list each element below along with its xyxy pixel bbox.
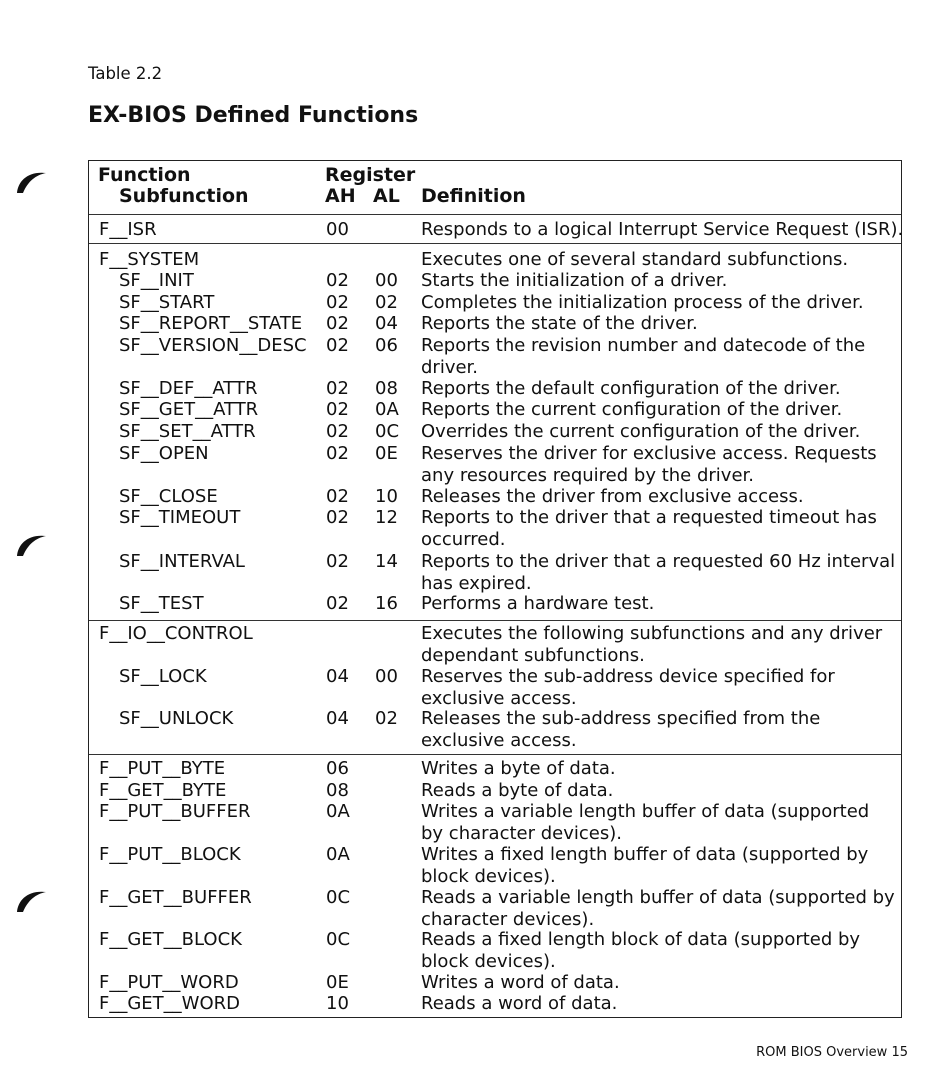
register-al: 0A — [375, 399, 399, 420]
definition-text: Releases the sub-address specified from the — [421, 708, 821, 729]
register-al: 06 — [375, 335, 398, 356]
register-ah: 04 — [326, 666, 349, 687]
definition-text: Reads a word of data. — [421, 993, 618, 1014]
header-al: AL — [373, 185, 400, 207]
function-name: F__GET__BYTE — [99, 780, 227, 801]
function-name: SF__INTERVAL — [119, 551, 245, 572]
definition-text: Reads a variable length buffer of data (supported by — [421, 887, 895, 908]
definition-text: Starts the initialization of a driver. — [421, 270, 728, 291]
function-name: F__PUT__BYTE — [99, 758, 226, 779]
definition-text: Releases the driver from exclusive access. — [421, 486, 804, 507]
definition-text: Responds to a logical Interrupt Service Request (ISR). — [421, 219, 904, 240]
definition-text: by character devices). — [421, 822, 622, 844]
page-title: EX-BIOS Defined Functions — [88, 103, 419, 128]
function-name: F__PUT__BLOCK — [99, 844, 241, 865]
function-name: SF__OPEN — [119, 443, 209, 464]
register-al: 14 — [375, 551, 398, 572]
definition-text: block devices). — [421, 950, 556, 972]
register-ah: 02 — [326, 313, 349, 334]
register-ah: 02 — [326, 378, 349, 399]
definition-text: Completes the initialization process of the driver. — [421, 292, 864, 313]
register-al: 16 — [375, 593, 398, 614]
functions-table — [88, 160, 902, 1018]
definition-text: block devices). — [421, 865, 556, 887]
definition-text: Reports to the driver that a requested 60 Hz interval — [421, 551, 896, 572]
definition-text: Reserves the sub-address device specified for — [421, 666, 835, 687]
function-name: SF__DEF__ATTR — [119, 378, 258, 399]
register-ah: 02 — [326, 399, 349, 420]
function-name: F__SYSTEM — [99, 249, 200, 270]
header-divider — [89, 214, 901, 215]
register-al: 02 — [375, 292, 398, 313]
register-al: 0E — [375, 443, 398, 464]
definition-text: Overrides the current configuration of the driver. — [421, 421, 861, 442]
definition-text: Writes a variable length buffer of data (supported — [421, 801, 870, 822]
function-name: F__PUT__BUFFER — [99, 801, 251, 822]
register-ah: 04 — [326, 708, 349, 729]
definition-text: Executes the following subfunctions and any driver — [421, 623, 883, 644]
register-ah: 00 — [326, 219, 349, 240]
register-al: 04 — [375, 313, 398, 334]
function-name: SF__VERSION__DESC — [119, 335, 307, 356]
header-ah: AH — [325, 185, 356, 207]
register-ah: 0C — [326, 887, 351, 908]
header-function: Function — [98, 164, 191, 186]
register-al: 12 — [375, 507, 398, 528]
register-ah: 0E — [326, 972, 349, 993]
register-ah: 02 — [326, 292, 349, 313]
function-name: SF__INIT — [119, 270, 194, 291]
register-al: 10 — [375, 486, 398, 507]
definition-text: driver. — [421, 356, 479, 378]
definition-text: occurred. — [421, 528, 506, 550]
definition-text: Reads a byte of data. — [421, 780, 614, 801]
register-ah: 02 — [326, 593, 349, 614]
function-name: SF__TIMEOUT — [119, 507, 241, 528]
definition-text: Reserves the driver for exclusive access. Requests — [421, 443, 877, 464]
definition-text: Writes a fixed length buffer of data (supported by — [421, 844, 869, 865]
function-name: F__ISR — [99, 219, 157, 240]
register-ah: 02 — [326, 507, 349, 528]
function-name: F__GET__BUFFER — [99, 887, 252, 908]
function-name: F__GET__BLOCK — [99, 929, 242, 950]
group-divider — [89, 243, 901, 244]
register-ah: 06 — [326, 758, 349, 779]
definition-text: Performs a hardware test. — [421, 593, 655, 614]
register-ah: 08 — [326, 780, 349, 801]
page-caption: Table 2.2 — [88, 64, 163, 83]
function-name: SF__LOCK — [119, 666, 207, 687]
function-name: SF__GET__ATTR — [119, 399, 259, 420]
definition-text: Writes a word of data. — [421, 972, 620, 993]
definition-text: Reports the current configuration of the driver. — [421, 399, 843, 420]
function-name: SF__REPORT__STATE — [119, 313, 303, 334]
definition-text: Reads a fixed length block of data (supported by — [421, 929, 861, 950]
binder-mark-icon — [14, 526, 48, 560]
header-definition: Definition — [421, 185, 526, 207]
function-name: F__PUT__WORD — [99, 972, 239, 993]
register-al: 00 — [375, 666, 398, 687]
definition-text: exclusive access. — [421, 687, 577, 709]
register-ah: 0C — [326, 929, 351, 950]
definition-text: character devices). — [421, 908, 595, 930]
definition-text: has expired. — [421, 572, 532, 594]
register-al: 02 — [375, 708, 398, 729]
function-name: F__GET__WORD — [99, 993, 241, 1014]
definition-text: exclusive access. — [421, 729, 577, 751]
page-footer: ROM BIOS Overview 15 — [756, 1045, 908, 1060]
function-name: SF__START — [119, 292, 215, 313]
function-name: SF__CLOSE — [119, 486, 218, 507]
definition-text: Reports the revision number and datecode of the — [421, 335, 866, 356]
register-ah: 02 — [326, 443, 349, 464]
register-al: 00 — [375, 270, 398, 291]
definition-text: Executes one of several standard subfunctions. — [421, 249, 849, 270]
register-ah: 10 — [326, 993, 349, 1014]
definition-text: any resources required by the driver. — [421, 464, 754, 486]
definition-text: Writes a byte of data. — [421, 758, 616, 779]
register-al: 0C — [375, 421, 400, 442]
binder-mark-icon — [14, 163, 48, 197]
definition-text: Reports to the driver that a requested timeout has — [421, 507, 877, 528]
function-name: SF__TEST — [119, 593, 204, 614]
function-name: SF__UNLOCK — [119, 708, 234, 729]
group-divider — [89, 754, 901, 755]
register-ah: 0A — [326, 801, 350, 822]
register-al: 08 — [375, 378, 398, 399]
register-ah: 02 — [326, 335, 349, 356]
register-ah: 02 — [326, 551, 349, 572]
binder-mark-icon — [14, 882, 48, 916]
register-ah: 02 — [326, 270, 349, 291]
header-subfunction: Subfunction — [119, 185, 249, 207]
header-register: Register — [325, 164, 416, 186]
function-name: F__IO__CONTROL — [99, 623, 253, 644]
register-ah: 0A — [326, 844, 350, 865]
register-ah: 02 — [326, 421, 349, 442]
group-divider — [89, 620, 901, 621]
function-name: SF__SET__ATTR — [119, 421, 256, 442]
register-ah: 02 — [326, 486, 349, 507]
definition-text: Reports the default configuration of the driver. — [421, 378, 841, 399]
definition-text: Reports the state of the driver. — [421, 313, 698, 334]
definition-text: dependant subfunctions. — [421, 644, 645, 666]
